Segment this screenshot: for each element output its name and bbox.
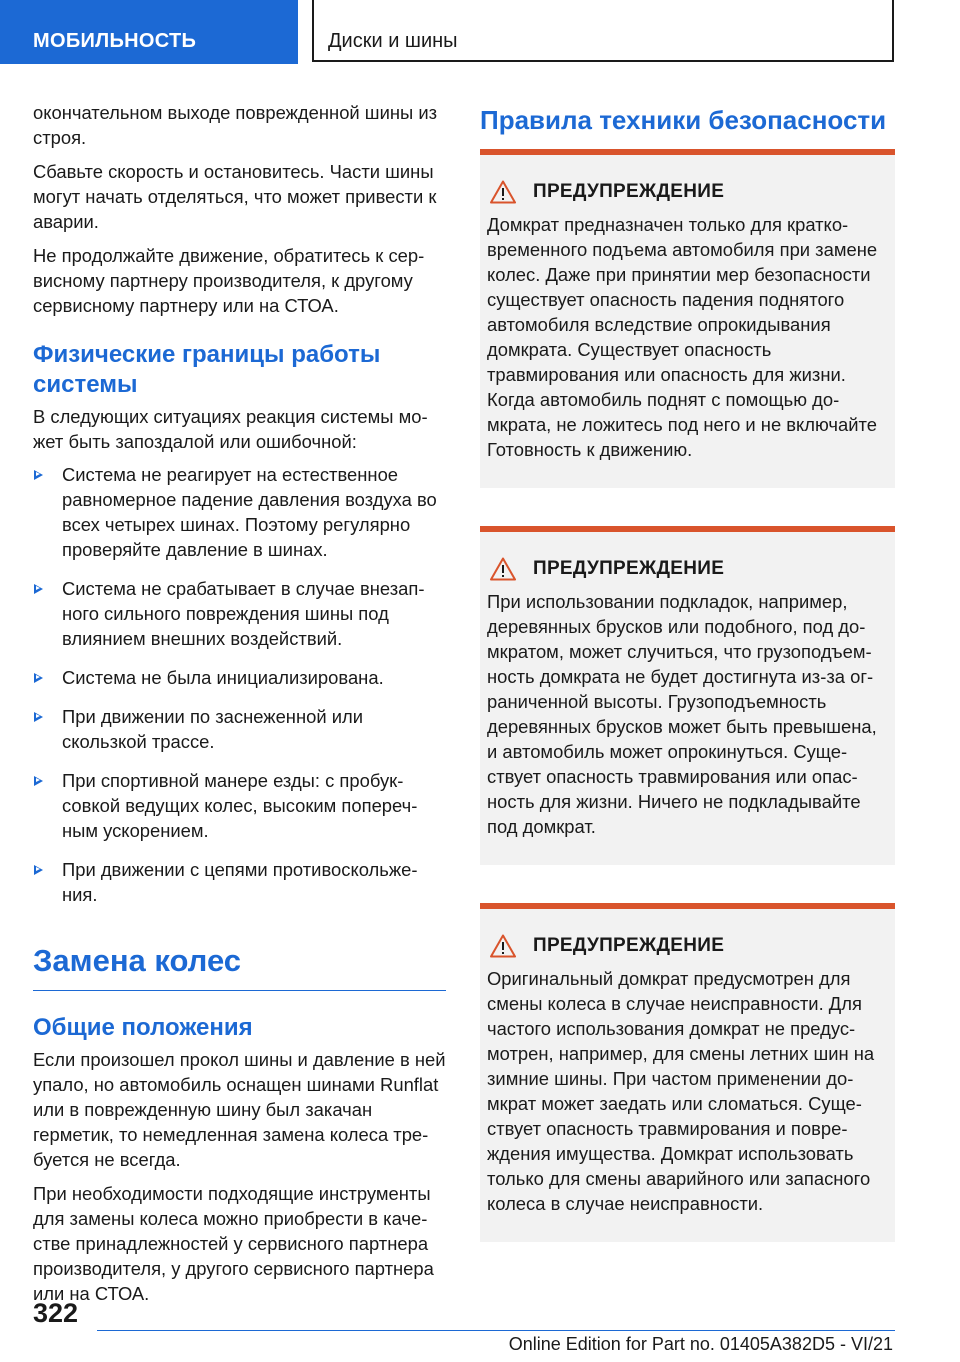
list-item-text: Система не была инициализирована. [62, 667, 384, 688]
right-column [480, 100, 895, 1242]
list-item [33, 665, 446, 690]
left-column [33, 100, 446, 1315]
list-item [33, 462, 446, 562]
triangle-bullet-icon [34, 673, 43, 683]
list-item-text: Система не срабатывает в случае внезапного сильного повреждения шины под влиянием внешних воздействий. [62, 578, 425, 649]
warning-text: Домкрат предназначен только для кратковременного подъема автомобиля при замене колес. Даже при принятии мер безопасности существует опасность падения поднятого автомобиля вследствие опрокидывания домкрата. Существует опасность травмирования или опасность для жизни. Когда автомобиль поднят с помощью домкрата, не ложитесь под него и не включайте Готовность к движению. [487, 214, 878, 460]
paragraph: Не продолжайте движение, обратитесь к сервисному партнеру производителя, к другому сервисному партнеру или на СТОА. [33, 245, 425, 316]
warning-box [480, 903, 895, 1242]
header-topic-box: Диски и шины [312, 0, 894, 62]
warning-title [487, 933, 887, 959]
warning-title [487, 179, 887, 205]
warning-title [487, 556, 887, 582]
warning-triangle-icon [490, 557, 516, 581]
limits-list [33, 462, 446, 907]
list-item-text: При движении с цепями противоскольжения. [62, 859, 418, 905]
warning-title-text: ПРЕДУПРЕЖДЕНИЕ [533, 935, 725, 956]
warning-box [480, 149, 895, 488]
paragraph: окончательном выходе поврежденной шины из строя. [33, 102, 438, 148]
wheel-change-heading-block [33, 941, 446, 991]
list-item [33, 768, 446, 843]
warning-title-text: ПРЕДУПРЕЖДЕНИЕ [533, 181, 725, 202]
page-number: 322 [33, 1298, 79, 1328]
header-section-tab: МОБИЛЬНОСТЬ [0, 0, 298, 64]
footer-edition: Online Edition for Part no. 01405A382D5 - VI/21 [508, 1334, 893, 1354]
triangle-bullet-icon [34, 712, 43, 722]
warning-triangle-icon [490, 180, 516, 204]
list-item [33, 857, 446, 907]
footer-rule [97, 1330, 895, 1331]
triangle-bullet-icon [34, 470, 43, 480]
triangle-bullet-icon [34, 776, 43, 786]
paragraph: При необходимости подходящие инструменты для замены колеса можно приобрести в качестве принадлежностей у сервисного партнера производителя, у другого сервисного партнера или на СТОА. [33, 1183, 434, 1304]
list-item-text: При движении по заснеженной или скользкой трассе. [62, 706, 364, 752]
safety-heading: Правила техники безопасности [480, 105, 887, 135]
list-item-text: Система не реагирует на естественное равномерное падение давления воздуха во всех четырех шинах. Поэтому регулярно проверяйте давление в шинах. [62, 464, 437, 560]
warning-box [480, 526, 895, 865]
safety-heading-block [480, 100, 895, 140]
list-item [33, 704, 446, 754]
triangle-bullet-icon [34, 865, 43, 875]
warning-text: При использовании подкладок, например, деревянных брусков или подобного, под домкратом, может случиться, что грузоподъемность домкрата не будет достигнута из-за ограниченной высоты. Грузоподъемность деревянных брусков может быть превышена, и автомобиль может опрокинуться. Существует опасность травмирования или опасность для жизни. Ничего не подкладывайте под домкрат. [487, 591, 877, 837]
list-item [33, 576, 446, 651]
paragraph: Если произошел прокол шины и давление в ней упало, но автомобиль оснащен шинами Runflat или в поврежденную шину был закачан герметик, то немедленная замена колеса требуется не всегда. [33, 1049, 446, 1170]
paragraph: В следующих ситуациях реакция системы может быть запоздалой или ошибочной: [33, 406, 428, 452]
wheel-change-heading: Замена колес [33, 943, 242, 978]
warning-title-text: ПРЕДУПРЕЖДЕНИЕ [533, 558, 725, 579]
general-heading: Общие положения [33, 1014, 253, 1041]
warning-text: Оригинальный домкрат предусмотрен для смены колеса в случае неисправности. Для частого использования домкрат не предусмотрен, например, для смены летних шин на зимние шины. При частом применении домкрат может заедать или сломаться. Существует опасность травмирования и повреждения имущества. Домкрат использовать только для смены аварийного или запасного колеса в случае неисправности. [487, 968, 875, 1214]
triangle-bullet-icon [34, 584, 43, 594]
warning-triangle-icon [490, 934, 516, 958]
limits-heading: Физические границы работы системы [33, 341, 381, 398]
paragraph: Сбавьте скорость и остановитесь. Части шины могут начать отделяться, что может привести к аварии. [33, 161, 437, 232]
list-item-text: При спортивной манере езды: с пробуксовкой ведущих колес, высоким поперечным ускорением. [62, 770, 418, 841]
